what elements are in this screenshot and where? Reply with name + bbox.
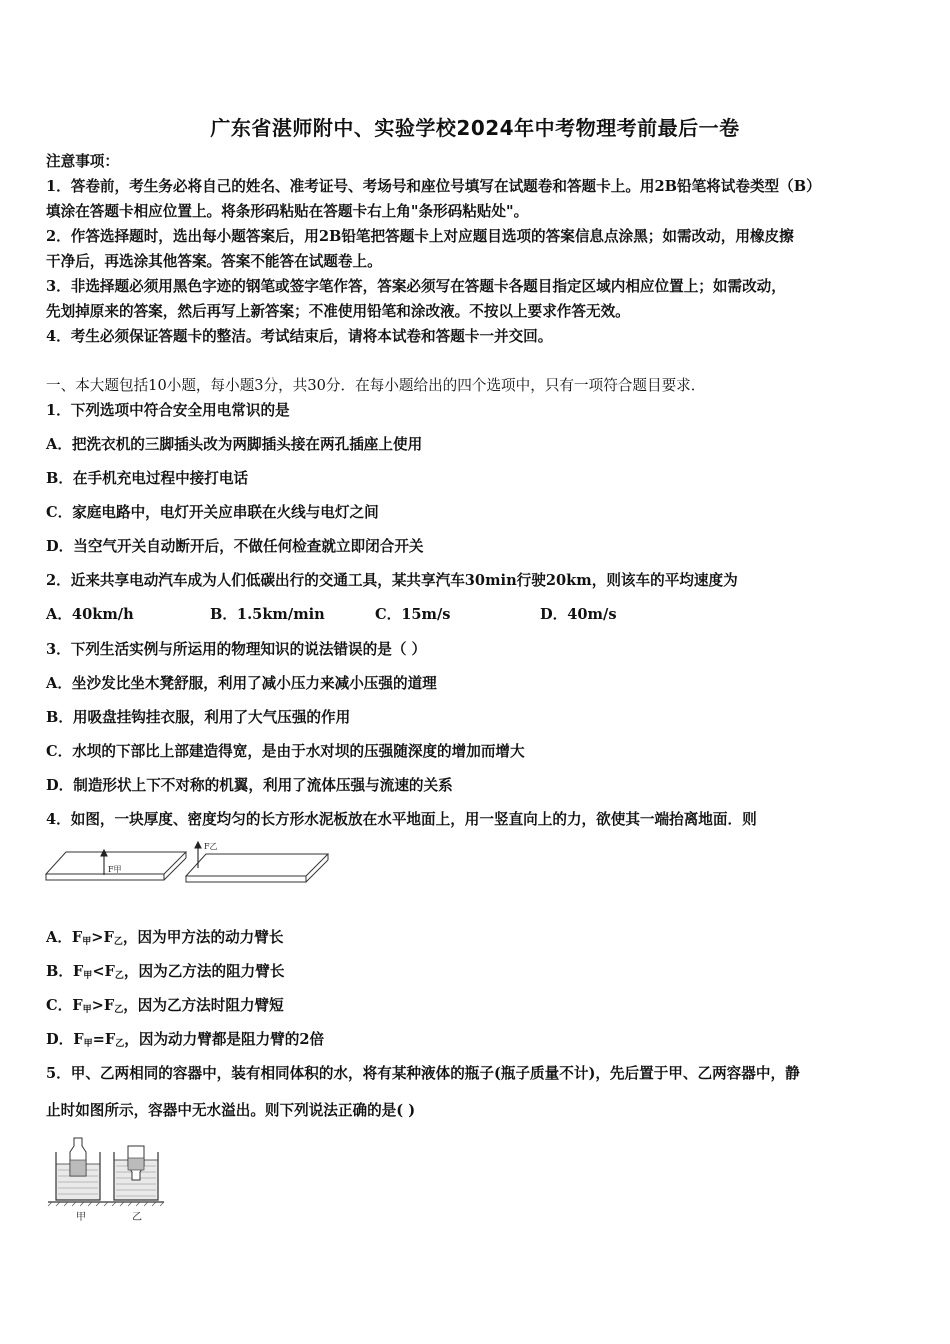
container-yi — [114, 1146, 158, 1200]
question-1-option-c: C．家庭电路中，电灯开关应串联在火线与电灯之间 — [46, 504, 379, 521]
question-2-option-b: B．1.5km/min — [210, 606, 325, 623]
question-5-stem-line-2: 止时如图所示，容器中无水溢出。则下列说法正确的是( ) — [46, 1102, 416, 1119]
force-label-jia: F甲 — [108, 865, 122, 874]
container-jia — [56, 1138, 100, 1200]
container-figure — [46, 1134, 166, 1226]
notice-heading: 注意事项： — [46, 153, 119, 170]
question-4-option-a: A．$F_甲>F_乙$，因为甲方法的动力臂长 — [46, 929, 284, 947]
question-4-option-d: D．$F_甲=F_乙$，因为动力臂都是阻力臂的2倍 — [46, 1031, 325, 1049]
container-label-yi: 乙 — [132, 1212, 142, 1223]
notice-line: 1．答卷前，考生务必将自己的姓名、准考证号、考场号和座位号填写在试题卷和答题卡上。用2B铅笔将试卷类型（B） — [46, 178, 821, 195]
question-3-option-b: B．用吸盘挂钩挂衣服，利用了大气压强的作用 — [46, 709, 351, 726]
question-2-option-d: D．40m/s — [540, 606, 617, 623]
question-2-option-a: A．40km/h — [46, 606, 134, 623]
notice-line: 干净后，再选涂其他答案。答案不能答在试题卷上。 — [46, 253, 382, 270]
page-title: 广东省湛师附中、实验学校2024年中考物理考前最后一卷 — [210, 116, 740, 140]
container-label-jia: 甲 — [76, 1212, 86, 1223]
slab-yi — [186, 854, 328, 882]
question-3-option-d: D．制造形状上下不对称的机翼，利用了流体压强与流速的关系 — [46, 777, 453, 794]
force-arrow-yi — [195, 842, 201, 868]
question-4-stem: 4．如图，一块厚度、密度均匀的长方形水泥板放在水平地面上，用一竖直向上的力，欲使其一端抬离地面．则 — [46, 811, 757, 828]
notice-line: 4．考生必须保证答题卡的整洁。考试结束后，请将本试卷和答题卡一并交回。 — [46, 328, 553, 345]
question-4-option-b: B．$F_甲<F_乙$，因为乙方法的阻力臂长 — [46, 963, 285, 981]
question-3-stem: 3．下列生活实例与所运用的物理知识的说法错误的是（ ） — [46, 641, 427, 658]
notice-line: 先划掉原来的答案，然后再写上新答案；不准使用铅笔和涂改液。不按以上要求作答无效。 — [46, 303, 630, 320]
question-1-option-d: D．当空气开关自动断开后，不做任何检查就立即闭合开关 — [46, 538, 424, 555]
question-2-stem: 2．近来共享电动汽车成为人们低碳出行的交通工具，某共享汽车30min行驶20km，则该车的平均速度为 — [46, 572, 738, 589]
force-arrow-jia — [101, 850, 107, 875]
notice-line: 3．非选择题必须用黑色字迹的钢笔或签字笔作答，答案必须写在答题卡各题目指定区域内相应位置上；如需改动， — [46, 278, 786, 295]
question-1-stem: 1．下列选项中符合安全用电常识的是 — [46, 402, 290, 419]
slab-figure — [44, 840, 334, 892]
force-label-yi: F乙 — [204, 842, 218, 851]
question-3-option-c: C．水坝的下部比上部建造得宽，是由于水对坝的压强随深度的增加而增大 — [46, 743, 525, 760]
question-1-option-b: B．在手机充电过程中接打电话 — [46, 470, 249, 487]
notice-line: 填涂在答题卡相应位置上。将条形码粘贴在答题卡右上角"条形码粘贴处"。 — [46, 203, 529, 220]
question-4-option-c: C．$F_甲>F_乙$，因为乙方法时阻力臂短 — [46, 997, 284, 1015]
notice-line: 2．作答选择题时，选出每小题答案后，用2B铅笔把答题卡上对应题目选项的答案信息点涂黑；如需改动，用橡皮擦 — [46, 228, 794, 245]
section-heading: 一、本大题包括10小题，每小题3分，共30分．在每小题给出的四个选项中，只有一项符合题目要求． — [46, 377, 706, 394]
question-2-option-c: C．15m/s — [375, 606, 451, 623]
question-5-stem-line-1: 5．甲、乙两相同的容器中，装有相同体积的水，将有某种液体的瓶子(瓶子质量不计)，先后置于甲、乙两容器中，静 — [46, 1065, 800, 1082]
question-3-option-a: A．坐沙发比坐木凳舒服，利用了减小压力来减小压强的道理 — [46, 675, 437, 692]
question-1-option-a: A．把洗衣机的三脚插头改为两脚插头接在两孔插座上使用 — [46, 436, 423, 453]
